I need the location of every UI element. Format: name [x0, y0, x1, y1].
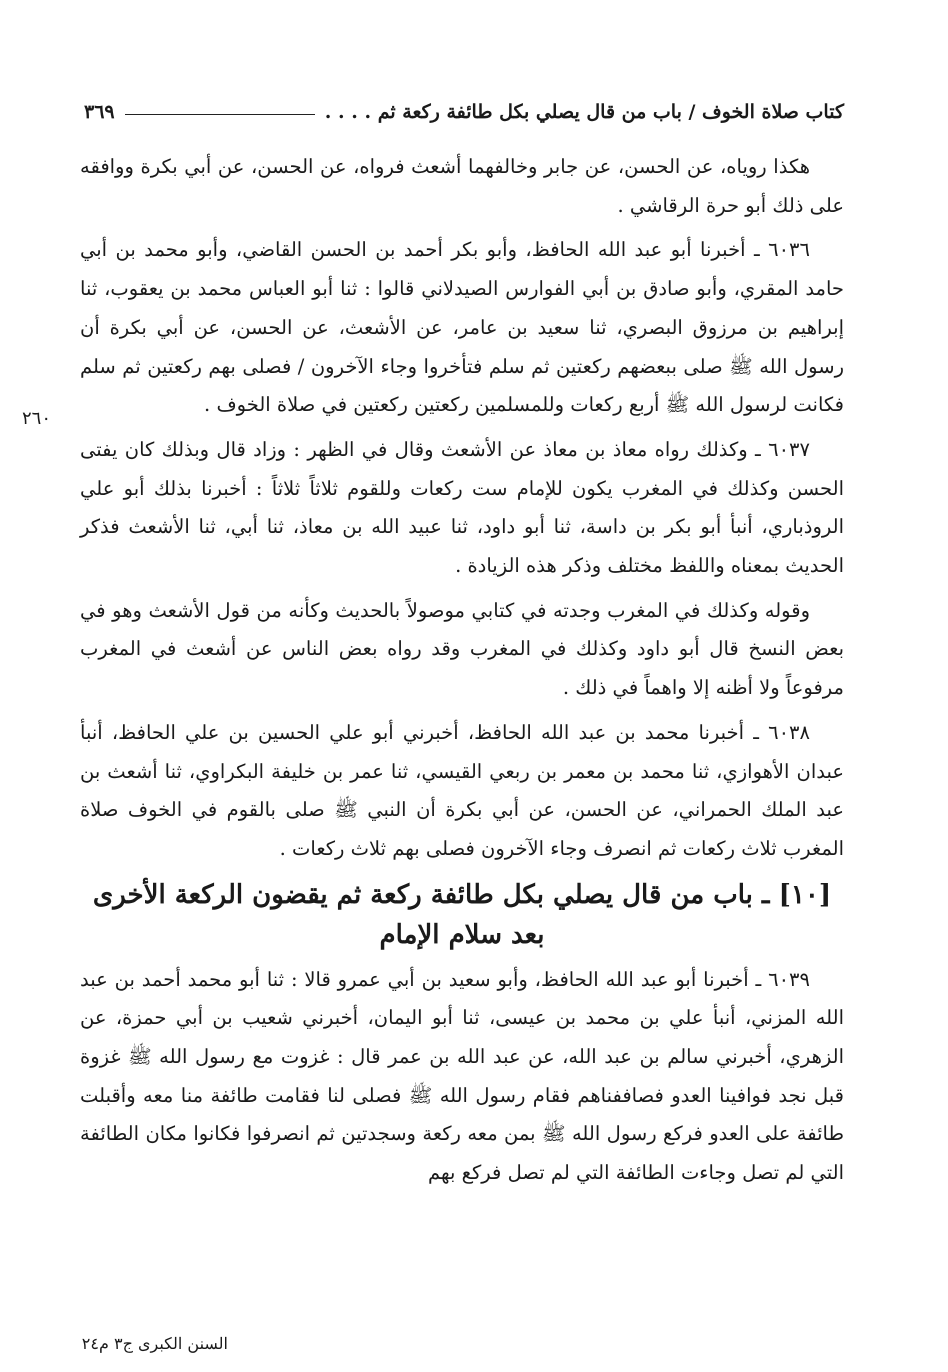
running-header-title: كتاب صلاة الخوف / باب من قال يصلي بكل طائفة ركعة ثم . . . . [324, 101, 844, 123]
running-header [84, 92, 844, 132]
footer-signature: السنن الكبرى ج٣ م٢٤ [81, 1334, 228, 1353]
paragraph: ٦٠٣٦ ـ أخبرنا أبو عبد الله الحافظ، وأبو بكر أحمد بن الحسن القاضي، وأبو محمد بن أبي حامد المقري، وأبو صادق بن أبي الفوارس الصيدلاني قالوا : ثنا أبو العباس محمد بن يعقوب، ثنا إبراهيم بن مرزوق البصري، ثنا سعيد بن عامر، عن الأشعث، عن الحسن، عن أبي بكرة أن رسول الله ﷺ صلى ببعضهم ركعتين ثم سلم فتأخروا وجاء الآخرون / فصلى بهم ركعتين ثم سلم فكانت لرسول الله ﷺ أربع ركعات وللمسلمين ركعتين ركعتين في صلاة الخوف . [80, 238, 844, 417]
body-text [80, 148, 844, 1199]
page-number: ٣٦٩ [84, 101, 115, 123]
paragraph: ٦٠٣٨ ـ أخبرنا محمد بن عبد الله الحافظ، أخبرني أبو علي الحسين بن علي الحافظ، أنبأ عبدان الأهوازي، ثنا محمد بن معمر بن ربعي القيسي، ثنا عمر بن خليفة البكراوي، ثنا أشعث بن عبد الملك الحمراني، عن الحسن، عن أبي بكرة أن النبي ﷺ صلى بالقوم في الخوف صلاة المغرب ثلاث ركعات ثم انصرف وجاء الآخرون فصلى بهم ثلاث ركعات . [80, 720, 844, 860]
section-heading: [١٠] ـ باب من قال يصلي بكل طائفة ركعة ثم يقضون الركعة الأخرى بعد سلام الإمام [92, 879, 832, 950]
header-rule [125, 114, 315, 115]
paragraph: ٦٠٣٩ ـ أخبرنا أبو عبد الله الحافظ، وأبو سعيد بن أبي عمرو قالا : ثنا أبو محمد أحمد بن عبد الله المزني، أنبأ علي بن محمد بن عيسى، ثنا أبو اليمان، أخبرني شعيب بن أبي حمزة، عن الزهري، أخبرني سالم بن عبد الله، عن عبد الله بن عمر قال : غزوت مع رسول الله ﷺ غزوة قبل نجد فوافينا العدو فصاففناهم فقام رسول الله ﷺ فصلى لنا فقامت طائفة منا معه وأقبلت طائفة على العدو فركع رسول الله ﷺ بمن معه ركعة وسجدتين ثم انصرفوا فكانوا مكان الطائفة التي لم تصل وجاءت الطائفة التي لم تصل فركع بهم [80, 967, 844, 1185]
margin-page-reference: ٢٦٠ [22, 408, 52, 429]
paragraph: وقوله وكذلك في المغرب وجدته في كتابي موصولاً بالحديث وكأنه من قول الأشعث وهو في بعض النسخ قال أبو داود وكذلك في المغرب وقد رواه بعض الناس عن أشعث في المغرب مرفوعاً ولا أظنه إلا واهماً في ذلك . [80, 598, 844, 700]
paragraph: هكذا روياه، عن الحسن، عن جابر وخالفهما أشعث فرواه، عن الحسن، عن أبي بكرة ووافقه على ذلك أبو حرة الرقاشي . [80, 155, 844, 217]
paragraph: ٦٠٣٧ ـ وكذلك رواه معاذ بن معاذ عن الأشعث وقال في الظهر : وزاد قال وبذلك كان يفتى الحسن وكذلك في المغرب يكون للإمام ست ركعات وللقوم ثلاثاً ثلاثاً : أخبرنا بذلك أبو علي الروذباري، أنبأ أبو بكر بن داسة، ثنا أبو داود، ثنا عبيد الله بن معاذ، ثنا أبي، ثنا الأشعث فذكر الحديث بمعناه واللفظ مختلف وذكر هذه الزيادة . [80, 437, 844, 578]
